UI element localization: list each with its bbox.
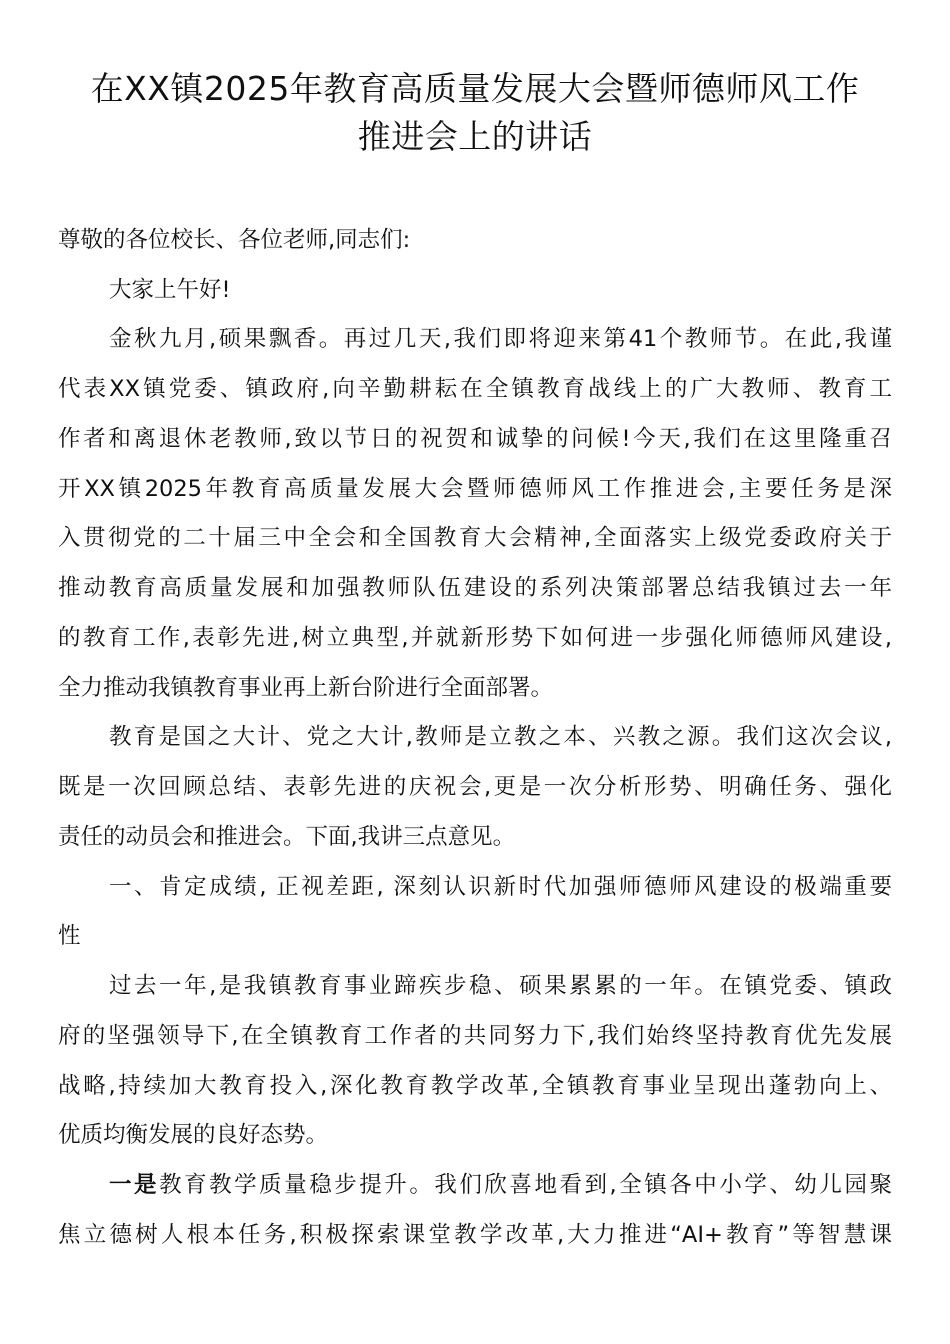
paragraph-line: 战略,持续加大教育投入,深化教育教学改革,全镇教育事业呈现出蓬勃向上、 (58, 1073, 892, 1099)
paragraph-line: 开XX镇2025年教育高质量发展大会暨师德师风工作推进会,主要任务是深 (58, 476, 892, 502)
paragraph-line: 焦立德树人根本任务,积极探索课堂教学改革,大力推进“AI+教育”等智慧课 (58, 1222, 892, 1248)
bold-lead: 一是 (109, 1172, 160, 1198)
paragraph-line: 优质均衡发展的良好态势。 (58, 1122, 329, 1148)
paragraph-line: 代表XX镇党委、镇政府,向辛勤耕耘在全镇教育战线上的广大教师、教育工 (58, 376, 892, 402)
paragraph-line: 金秋九月,硕果飘香。再过几天,我们即将迎来第41个教师节。在此,我谨 (109, 326, 892, 352)
greeting: 大家上午好! (109, 277, 231, 303)
paragraph-line: 入贯彻党的二十届三中全会和全国教育大会精神,全面落实上级党委政府关于 (58, 525, 892, 551)
paragraph-line: 既是一次回顾总结、表彰先进的庆祝会,更是一次分析形势、明确任务、强化 (58, 774, 892, 800)
paragraph-line: 府的坚强领导下,在全镇教育工作者的共同努力下,我们始终坚持教育优先发展 (58, 1023, 892, 1049)
paragraph-line: 责任的动员会和推进会。下面,我讲三点意见。 (58, 824, 516, 850)
paragraph-line: 推动教育高质量发展和加强教师队伍建设的系列决策部署总结我镇过去一年 (58, 575, 892, 601)
paragraph-line (58, 1170, 892, 1200)
paragraph-line: 的教育工作,表彰先进,树立典型,并就新形势下如何进一步强化师德师风建设, (58, 625, 892, 651)
paragraph-line: 过去一年,是我镇教育事业蹄疾步稳、硕果累累的一年。在镇党委、镇政 (109, 973, 892, 999)
salutation: 尊敬的各位校长、各位老师,同志们: (58, 227, 411, 253)
paragraph-line: 作者和离退休老教师,致以节日的祝贺和诚挚的问候!今天,我们在这里隆重召 (58, 426, 892, 452)
section-heading-line: 一、肯定成绩, 正视差距, 深刻认识新时代加强师德师风建设的极端重要 (109, 874, 892, 900)
paragraph-line: 全力推动我镇教育事业再上新台阶进行全面部署。 (58, 675, 554, 701)
paragraph-line: 教育是国之大计、党之大计,教师是立教之本、兴教之源。我们这次会议, (109, 724, 892, 750)
section-heading-line: 性 (58, 923, 81, 949)
paragraph-line-text: 教育教学质量稳步提升。我们欣喜地看到,全镇各中小学、幼儿园聚 (159, 1172, 892, 1198)
document-title-line-2: 推进会上的讲话 (357, 117, 593, 156)
document-title-line-1: 在XX镇2025年教育高质量发展大会暨师德师风工作 (90, 69, 860, 108)
